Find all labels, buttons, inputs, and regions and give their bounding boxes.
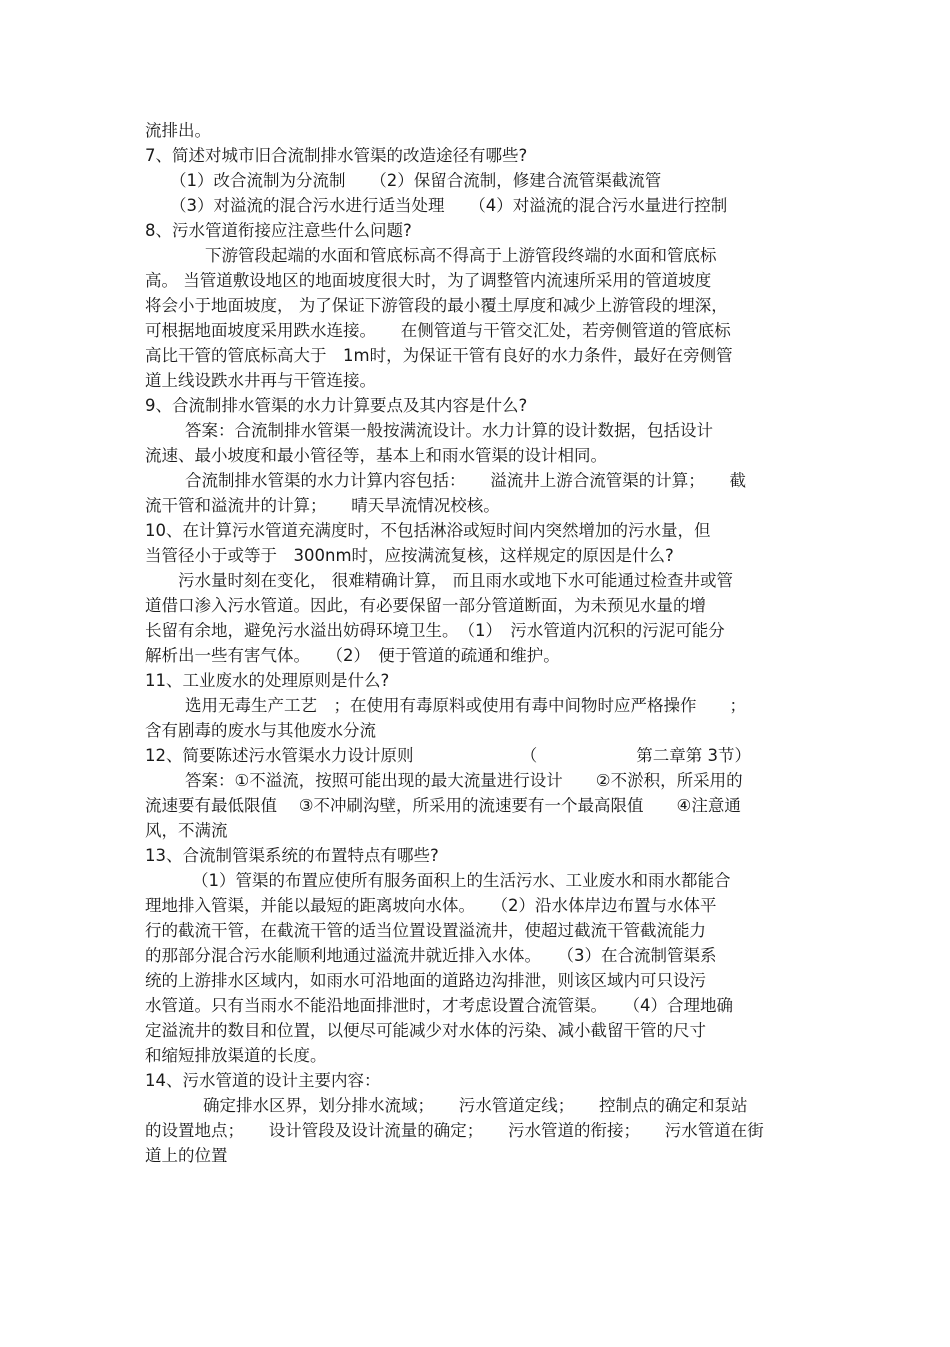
text-line: 的设置地点； 设计管段及设计流量的确定； 污水管道的衔接； 污水管道在街	[145, 1121, 764, 1140]
question-heading: 11、工业废水的处理原则是什么?	[145, 671, 390, 690]
text-line: （1）改合流制为分流制 （2）保留合流制，修建合流管渠截流管	[170, 171, 662, 190]
question-heading: 8、污水管道衔接应注意些什么问题?	[145, 221, 412, 240]
text-line: 长留有余地，避免污水溢出妨碍环境卫生。 （1） 污水管道内沉积的污泥可能分	[145, 621, 725, 640]
text-line: 统的上游排水区域内，如雨水可沿地面的道路边沟排泄，则该区域内可只设污	[145, 971, 706, 990]
text-line: 流排出。	[145, 121, 211, 140]
question-heading: 12、简要陈述污水管渠水力设计原则 （ 第二章第 3节）	[145, 746, 751, 765]
text-line: 流速要有最低限值 ③不冲刷沟壁，所采用的流速要有一个最高限值 ④注意通	[145, 796, 741, 815]
text-line: 道上的位置	[145, 1146, 228, 1165]
text-line: 合流制排水管渠的水力计算内容包括： 溢流井上游合流管渠的计算； 截	[185, 471, 746, 490]
text-line: 和缩短排放渠道的长度。	[145, 1046, 327, 1065]
text-line: 的那部分混合污水能顺利地通过溢流井就近排入水体。 （3）在合流制管渠系	[145, 946, 717, 965]
text-line: （3）对溢流的混合污水进行适当处理 （4）对溢流的混合污水量进行控制	[170, 196, 728, 215]
text-line: 选用无毒生产工艺 ；在使用有毒原料或使用有毒中间物时应严格操作 ；	[185, 696, 746, 715]
text-line: 答案：合流制排水管渠一般按满流设计。水力计算的设计数据，包括设计	[185, 421, 713, 440]
text-line: 风，不满流	[145, 821, 228, 840]
question-heading: 13、合流制管渠系统的布置特点有哪些?	[145, 846, 439, 865]
text-line: 解析出一些有害气体。 （2） 便于管道的疏通和维护。	[145, 646, 560, 665]
text-line: 含有剧毒的废水与其他废水分流	[145, 721, 376, 740]
text-line: 下游管段起端的水面和管底标高不得高于上游管段终端的水面和管底标	[205, 246, 717, 265]
text-line: 流速、最小坡度和最小管径等，基本上和雨水管渠的设计相同。	[145, 446, 607, 465]
text-line: 高比干管的管底标高大于 1m时，为保证干管有良好的水力条件，最好在旁侧管	[145, 346, 733, 365]
text-line: 行的截流干管，在截流干管的适当位置设置溢流井，使超过截流干管截流能力	[145, 921, 706, 940]
text-line: 污水量时刻在变化， 很难精确计算， 而且雨水或地下水可能通过检查井或管	[178, 571, 733, 590]
text-line: 理地排入管渠，并能以最短的距离坡向水体。 （2）沿水体岸边布置与水体平	[145, 896, 717, 915]
text-line: 流干管和溢流井的计算； 晴天旱流情况校核。	[145, 496, 500, 515]
text-line: 可根据地面坡度采用跌水连接。 在侧管道与干管交汇处，若旁侧管道的管底标	[145, 321, 731, 340]
text-line: 道上线设跌水井再与干管连接。	[145, 371, 376, 390]
text-line: 答案：①不溢流，按照可能出现的最大流量进行设计 ②不淤积，所采用的	[185, 771, 743, 790]
text-line: 高。 当管道敷设地区的地面坡度很大时，为了调整管内流速所采用的管道坡度	[145, 271, 712, 290]
question-heading: 10、在计算污水管道充满度时，不包括淋浴或短时间内突然增加的污水量，但	[145, 521, 711, 540]
question-heading: 9、合流制排水管渠的水力计算要点及其内容是什么?	[145, 396, 528, 415]
text-line: 水管道。只有当雨水不能沿地面排泄时，才考虑设置合流管渠。 （4）合理地确	[145, 996, 733, 1015]
text-line: 道借口渗入污水管道。因此，有必要保留一部分管道断面，为未预见水量的增	[145, 596, 706, 615]
text-line: 当管径小于或等于 300nm时，应按满流复核，这样规定的原因是什么?	[145, 546, 674, 565]
text-line: 确定排水区界，划分排水流域； 污水管道定线； 控制点的确定和泵站	[203, 1096, 748, 1115]
text-line: 定溢流井的数目和位置，以便尽可能减少对水体的污染、减小截留干管的尺寸	[145, 1021, 706, 1040]
text-line: （1）管渠的布置应使所有服务面积上的生活污水、工业废水和雨水都能合	[192, 871, 731, 890]
question-heading: 14、污水管道的设计主要内容：	[145, 1071, 381, 1090]
text-line: 将会小于地面坡度， 为了保证下游管段的最小覆土厚度和减少上游管段的埋深，	[145, 296, 728, 315]
question-heading: 7、简述对城市旧合流制排水管渠的改造途径有哪些?	[145, 146, 528, 165]
